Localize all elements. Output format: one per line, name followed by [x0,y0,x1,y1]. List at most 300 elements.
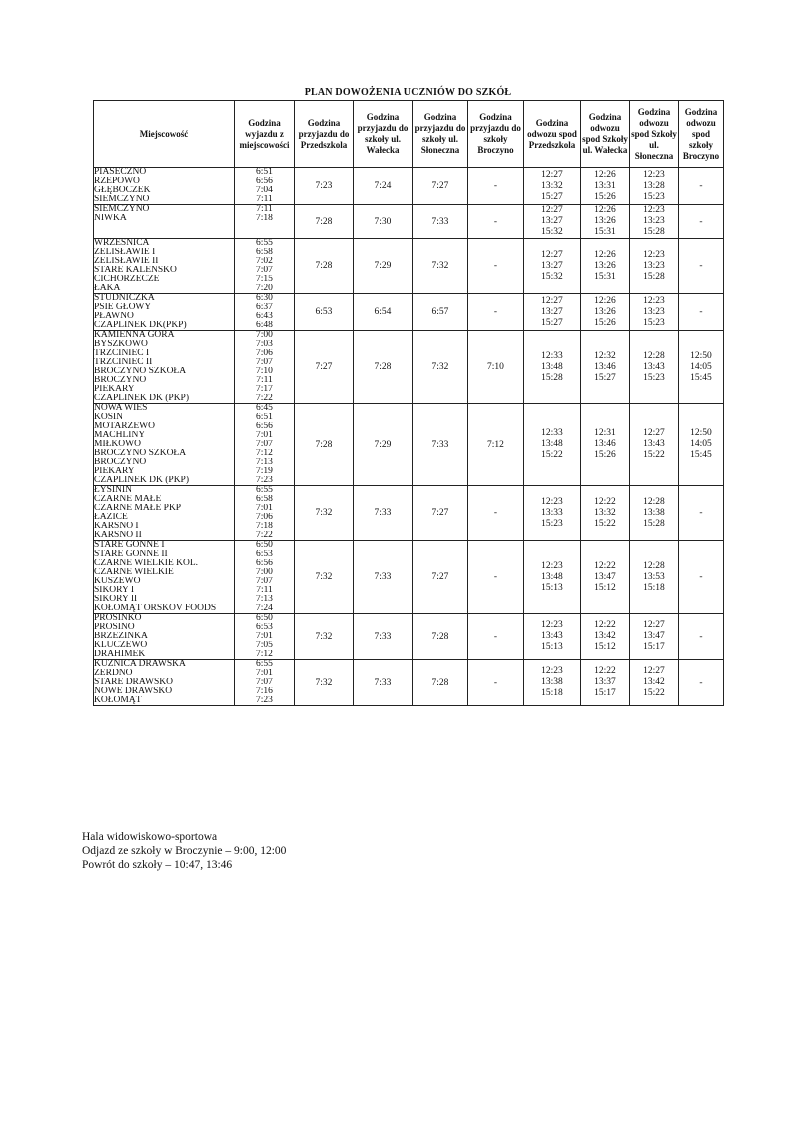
return-sloneczna-time: 12:23 [643,295,665,306]
place-name: KUŹNICA DRAWSKA [94,660,186,669]
return-preschool-time: 13:48 [541,439,563,449]
return-preschool-time: 12:23 [541,496,563,507]
return-walecka-time: 13:31 [594,180,616,191]
place-name: CZAPLINEK DK (PKP) [94,476,189,485]
arrival-walecka-time: 7:29 [374,439,392,450]
place-name: KUSZEWO [94,577,141,586]
return-broczyno-cell [679,331,724,404]
place-name: KOSIN [94,413,124,422]
place-name: BROCZYNO [94,458,147,467]
return-preschool-time: 15:27 [541,191,563,202]
route-places [94,541,235,614]
return-broczyno-time: 14:05 [690,439,712,449]
place-name: PROSINKO [94,614,142,623]
return-preschool-time: 15:22 [541,450,563,460]
arrival-broczyno-time: - [493,572,498,582]
return-walecka-time: 13:42 [594,631,616,641]
return-sloneczna-time: 13:38 [643,507,665,518]
departure-time: 7:23 [256,696,273,705]
return-broczyno-time: 12:50 [690,428,712,438]
return-broczyno-cell [679,239,724,294]
route-group-row [94,614,724,660]
departure-times [235,614,295,660]
return-sloneczna-time: 15:17 [643,642,665,652]
route-group-row [94,660,724,706]
return-walecka-time: 15:26 [594,191,616,202]
departure-time: 7:11 [256,195,273,204]
departure-times [235,331,295,404]
departure-times [235,486,295,541]
return-walecka-time: 15:22 [594,518,616,529]
return-walecka-cell [581,239,630,294]
route-group-row [94,168,724,205]
return-walecka-time: 15:27 [594,372,616,383]
departure-time: 7:15 [256,275,273,284]
route-places [94,331,235,404]
arrival-preschool-cell [295,294,354,331]
place-name: WRZEŚNICA [94,239,150,248]
route-places [94,205,235,239]
return-sloneczna-time: 12:27 [643,666,665,676]
place-name: KOŁOMĄT ORSKOV FOODS [94,604,217,613]
arrival-walecka-time: 7:24 [374,181,392,191]
return-walecka-cell [581,541,630,614]
place-name: CZARNE WIELKIE KOL. [94,559,199,568]
arrival-broczyno-cell [468,205,524,239]
route-places [94,486,235,541]
place-name: MOTARZEWO [94,422,155,431]
arrival-sloneczna-time: 7:28 [431,631,449,642]
return-sloneczna-time: 13:47 [643,631,665,641]
return-walecka-time: 12:26 [594,205,616,215]
arrival-preschool-cell [295,404,354,486]
return-sloneczna-time: 12:28 [643,496,665,507]
departure-time: 7:07 [256,678,273,687]
arrival-walecka-time: 7:33 [374,508,392,518]
arrival-broczyno-time: - [493,307,498,317]
arrival-sloneczna-cell [413,404,468,486]
header-return-preschool: Godzina odwozu spod Przedszkola [524,101,581,168]
return-broczyno-cell [679,205,724,239]
arrival-broczyno-time: - [493,677,498,688]
place-name: BROCZYNO SZKOŁA [94,449,187,458]
place-name: BRZEZINKA [94,632,148,641]
return-walecka-time: 12:32 [594,350,616,361]
arrival-broczyno-time: 7:10 [487,362,504,372]
return-sloneczna-time: 13:23 [643,260,665,271]
arrival-broczyno-cell [468,541,524,614]
arrival-walecka-cell [354,404,413,486]
departure-time: 6:58 [256,248,273,257]
return-broczyno-cell [679,404,724,486]
place-name: ŁYSININ [94,486,132,495]
return-preschool-time: 12:27 [541,205,563,215]
return-broczyno-time: - [699,631,703,642]
departure-time: 7:01 [256,669,273,678]
return-preschool-cell [524,614,581,660]
departure-time: 6:58 [256,495,273,504]
route-places [94,404,235,486]
header-row [94,101,724,168]
return-walecka-time: 12:26 [594,295,616,306]
transport-schedule-table [93,100,724,706]
route-places [94,239,235,294]
arrival-preschool-time: 6:53 [315,307,333,317]
departure-time: 7:18 [256,214,273,223]
return-broczyno-cell [679,294,724,331]
return-walecka-cell [581,294,630,331]
arrival-walecka-time: 7:33 [374,631,392,642]
return-sloneczna-time: 13:23 [643,216,665,226]
arrival-preschool-time: 7:28 [315,261,333,271]
return-walecka-time: 15:31 [594,227,616,237]
return-broczyno-time: - [699,572,703,582]
departure-time: 7:02 [256,257,273,266]
departure-time: 7:11 [256,205,273,214]
return-sloneczna-time: 13:43 [643,439,665,449]
arrival-preschool-time: 7:27 [315,362,333,372]
return-walecka-time: 12:26 [594,249,616,260]
arrival-broczyno-time: - [493,261,498,271]
departure-time: 7:06 [256,513,273,522]
departure-time: 6:37 [256,303,273,312]
departure-time: 6:53 [256,623,273,632]
departure-time: 7:12 [256,449,273,458]
place-name: STARE GONNE I [94,541,165,550]
return-preschool-cell [524,660,581,706]
return-sloneczna-time: 12:23 [643,169,665,180]
return-sloneczna-time: 12:28 [643,560,665,571]
arrival-preschool-time: 7:32 [315,508,333,518]
departure-times [235,541,295,614]
place-name: KOŁOMĄT [94,696,142,705]
return-broczyno-time: 15:45 [690,372,712,383]
return-preschool-time: 12:23 [541,666,563,676]
arrival-broczyno-cell [468,239,524,294]
place-name: TRZCINIEC II [94,358,153,367]
arrival-broczyno-cell [468,331,524,404]
return-walecka-cell [581,331,630,404]
departure-time: 6:55 [256,486,273,495]
return-sloneczna-time: 12:28 [643,350,665,361]
arrival-preschool-time: 7:32 [315,677,333,688]
place-name: SIEMCZYNO [94,195,150,204]
return-preschool-cell [524,331,581,404]
departure-time: 6:56 [256,177,273,186]
arrival-sloneczna-cell [413,614,468,660]
arrival-broczyno-cell [468,294,524,331]
return-preschool-time: 13:43 [541,631,563,641]
departure-time: 7:07 [256,440,273,449]
return-preschool-time: 12:23 [541,620,563,630]
route-group-row [94,239,724,294]
return-walecka-cell [581,486,630,541]
departure-times [235,404,295,486]
route-group-row [94,404,724,486]
arrival-broczyno-time: 7:12 [487,439,504,450]
return-preschool-time: 15:18 [541,688,563,698]
arrival-walecka-cell [354,331,413,404]
arrival-preschool-time: 7:23 [315,181,333,191]
departure-time: 6:56 [256,422,273,431]
return-preschool-cell [524,486,581,541]
return-walecka-time: 13:37 [594,677,616,687]
return-broczyno-time: 12:50 [690,350,712,361]
return-sloneczna-time: 13:28 [643,180,665,191]
place-name: TRZCINIEC I [94,349,150,358]
page-title: PLAN DOWOŻENIA UCZNIÓW DO SZKÓŁ [304,87,512,98]
return-preschool-time: 13:38 [541,677,563,687]
header-return-broczyno: Godzina odwozu spod szkoły Broczyno [679,101,724,168]
departure-time: 7:04 [256,186,273,195]
return-sloneczna-cell [630,205,679,239]
return-walecka-cell [581,205,630,239]
place-name: CZARNE MAŁE [94,495,162,504]
return-preschool-cell [524,541,581,614]
arrival-sloneczna-time: 7:33 [431,439,449,450]
place-name: MIŁKOWO [94,440,141,449]
place-name: STARE DRAWSKO [94,678,173,687]
return-walecka-time: 13:46 [594,361,616,372]
arrival-sloneczna-time: 7:28 [431,677,449,688]
arrival-sloneczna-cell [413,660,468,706]
arrival-walecka-time: 6:54 [374,307,392,317]
return-walecka-time: 12:22 [594,560,616,571]
return-sloneczna-time: 12:23 [643,205,665,215]
arrival-sloneczna-time: 6:57 [431,307,449,317]
departure-time: 7:23 [256,476,273,485]
header-return-walecka: Godzina odwozu spod Szkoły ul. Wałecka [581,101,630,168]
departure-times [235,205,295,239]
return-sloneczna-time: 12:27 [643,620,665,630]
return-broczyno-time: - [699,307,703,317]
departure-time: 7:19 [256,467,273,476]
arrival-walecka-cell [354,205,413,239]
arrival-broczyno-cell [468,660,524,706]
place-name: PIEKARY [94,467,135,476]
place-name: PŁAWNO [94,312,134,321]
place-name: PROSINO [94,623,135,632]
return-sloneczna-cell [630,331,679,404]
return-sloneczna-time: 13:42 [643,677,665,687]
return-sloneczna-time: 15:28 [643,271,665,282]
route-places [94,294,235,331]
departure-times [235,239,295,294]
departure-time: 7:18 [256,522,273,531]
arrival-sloneczna-cell [413,239,468,294]
return-broczyno-time: 15:45 [690,450,712,460]
place-name: NOWE DRAWSKO [94,687,173,696]
departure-time: 7:12 [256,650,273,659]
route-group-row [94,486,724,541]
return-walecka-time: 13:47 [594,571,616,582]
departure-time: 6:50 [256,541,273,550]
sports-hall-note [82,830,286,872]
arrival-preschool-cell [295,168,354,205]
return-walecka-time: 13:26 [594,216,616,226]
return-walecka-cell [581,614,630,660]
departure-time: 7:17 [256,385,273,394]
return-preschool-cell [524,404,581,486]
place-name: CZAPLINEK DK (PKP) [94,394,189,403]
arrival-preschool-cell [295,486,354,541]
return-walecka-time: 13:32 [594,507,616,518]
return-preschool-cell [524,205,581,239]
arrival-walecka-time: 7:33 [374,677,392,688]
place-name: SIKORY II [94,595,138,604]
departure-times [235,168,295,205]
return-preschool-time: 12:27 [541,249,563,260]
departure-times [235,660,295,706]
departure-time: 7:22 [256,394,273,403]
return-sloneczna-cell [630,660,679,706]
departure-time: 6:55 [256,239,273,248]
return-walecka-time: 15:26 [594,317,616,328]
place-name: STUDNICZKA [94,294,155,303]
return-sloneczna-time: 13:43 [643,361,665,372]
departure-time: 7:24 [256,604,273,613]
arrival-broczyno-time: - [493,181,498,191]
place-name: CICHORZECZE [94,275,160,284]
arrival-sloneczna-cell [413,294,468,331]
place-name: STARE GONNE II [94,550,168,559]
arrival-walecka-cell [354,660,413,706]
place-name: RZEPOWO [94,177,140,186]
place-name: CZARNE WIELKIE [94,568,174,577]
return-broczyno-time: - [699,261,703,271]
place-name: KARSNO II [94,531,142,540]
return-sloneczna-time: 15:22 [643,450,665,460]
arrival-sloneczna-cell [413,541,468,614]
departure-time: 6:43 [256,312,273,321]
return-preschool-time: 15:23 [541,518,563,529]
place-name: KLUCZEWO [94,641,148,650]
header-return-sloneczna: Godzina odwozu spod Szkoły ul. Słoneczna [630,101,679,168]
schedule-body [94,168,724,706]
arrival-broczyno-time: - [493,216,498,227]
arrival-sloneczna-time: 7:32 [431,261,449,271]
return-preschool-time: 13:27 [541,216,563,226]
place-name: ŁAKA [94,284,121,293]
header-arrival-sloneczna: Godzina przyjazdu do szkoły ul. Słoneczna [413,101,468,168]
header-arrival-broczyno: Godzina przyjazdu do szkoły Broczyno [468,101,524,168]
arrival-sloneczna-cell [413,168,468,205]
return-preschool-time: 13:48 [541,571,563,582]
place-name: MACHLINY [94,431,146,440]
return-broczyno-cell [679,168,724,205]
return-walecka-time: 15:12 [594,582,616,593]
departure-time: 6:53 [256,550,273,559]
return-preschool-time: 15:13 [541,582,563,593]
arrival-walecka-cell [354,541,413,614]
return-sloneczna-cell [630,541,679,614]
place-name: DRAHIMEK [94,650,146,659]
return-preschool-cell [524,239,581,294]
return-walecka-time: 12:26 [594,169,616,180]
departure-time: 6:55 [256,660,273,669]
arrival-preschool-time: 7:28 [315,439,333,450]
arrival-sloneczna-time: 7:32 [431,362,449,372]
departure-time: 6:45 [256,404,273,413]
return-sloneczna-cell [630,614,679,660]
return-preschool-time: 15:32 [541,227,563,237]
return-sloneczna-time: 15:28 [643,518,665,529]
departure-time: 7:07 [256,577,273,586]
place-name: ŻELISŁAWIE II [94,257,159,266]
return-walecka-time: 15:26 [594,450,616,460]
return-walecka-time: 12:22 [594,496,616,507]
arrival-preschool-cell [295,614,354,660]
return-preschool-time: 15:32 [541,271,563,282]
place-name: BROCZYNO [94,376,147,385]
note-return: Powrót do szkoły – 10:47, 13:46 [82,859,233,871]
arrival-walecka-cell [354,239,413,294]
place-name: ŻELISŁAWIE I [94,248,156,257]
return-sloneczna-cell [630,486,679,541]
return-preschool-time: 13:48 [541,361,563,372]
departure-time: 7:13 [256,458,273,467]
departure-time: 7:01 [256,431,273,440]
place-name: STARE KALEŃSKO [94,266,177,275]
return-walecka-time: 12:22 [594,666,616,676]
route-places [94,168,235,205]
place-name: SIKORY I [94,586,135,595]
arrival-preschool-cell [295,239,354,294]
arrival-walecka-time: 7:30 [374,216,392,227]
departure-time: 7:03 [256,340,273,349]
place-name: BYSZKOWO [94,340,148,349]
departure-times [235,294,295,331]
arrival-broczyno-cell [468,404,524,486]
departure-time: 7:22 [256,531,273,540]
place-name: BROCZYNO SZKOŁA [94,367,187,376]
header-departure: Godzina wyjazdu z miejscowości [235,101,295,168]
departure-time: 7:13 [256,595,273,604]
return-walecka-cell [581,660,630,706]
arrival-walecka-cell [354,294,413,331]
departure-time: 7:07 [256,358,273,367]
departure-time: 6:51 [256,168,273,177]
departure-time: 6:50 [256,614,273,623]
departure-time: 7:11 [256,586,273,595]
note-departure: Odjazd ze szkoły w Broczynie – 9:00, 12:00 [82,845,287,857]
return-sloneczna-time: 15:18 [643,582,665,593]
place-name: PIASECZNO [94,168,147,177]
return-sloneczna-time: 15:28 [643,227,665,237]
arrival-preschool-cell [295,331,354,404]
return-sloneczna-time: 13:23 [643,306,665,317]
return-sloneczna-time: 13:53 [643,571,665,582]
return-preschool-time: 12:23 [541,560,563,571]
departure-time: 7:10 [256,367,273,376]
return-sloneczna-cell [630,404,679,486]
route-group-row [94,541,724,614]
return-broczyno-cell [679,660,724,706]
return-walecka-time: 13:46 [594,439,616,449]
place-name: CZARNE MAŁE PKP [94,504,182,513]
departure-time: 7:20 [256,284,273,293]
return-broczyno-time: - [699,508,703,518]
arrival-walecka-cell [354,486,413,541]
arrival-broczyno-cell [468,614,524,660]
return-walecka-time: 15:17 [594,688,616,698]
return-broczyno-cell [679,486,724,541]
arrival-preschool-time: 7:32 [315,631,333,642]
return-walecka-cell [581,404,630,486]
arrival-sloneczna-cell [413,486,468,541]
return-sloneczna-cell [630,168,679,205]
place-name: PIEKARY [94,385,135,394]
